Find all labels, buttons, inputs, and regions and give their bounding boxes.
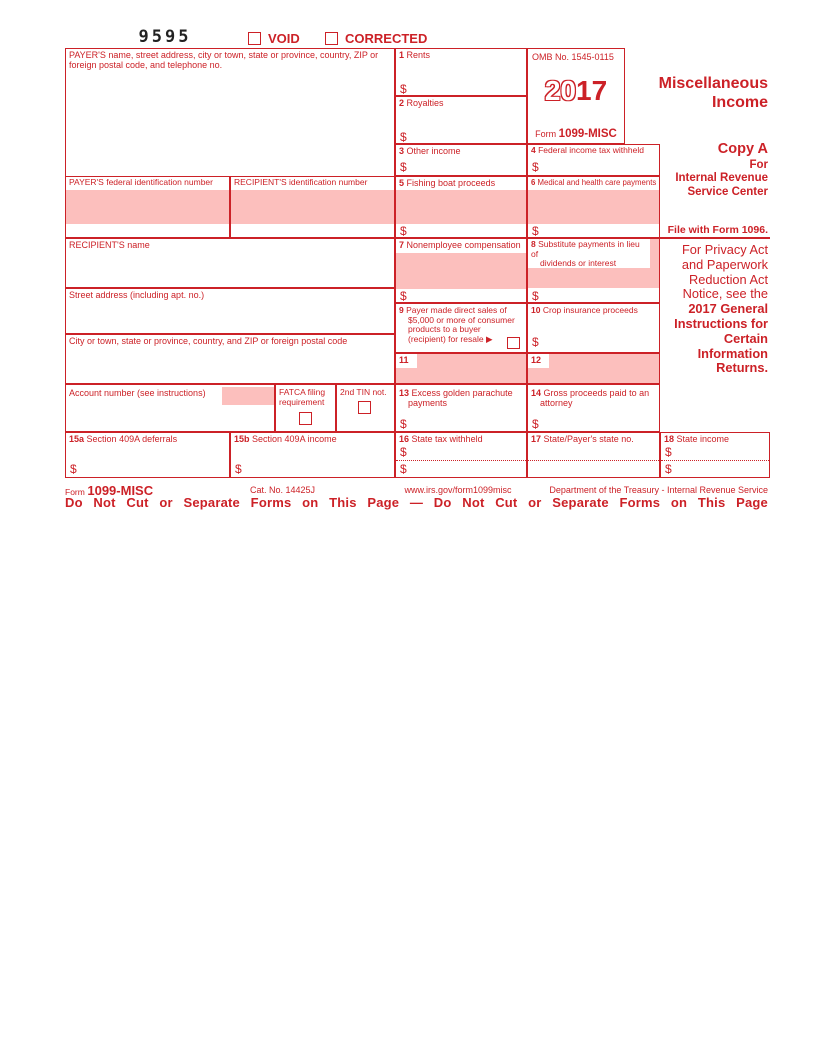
box13-dollar-sign: $ bbox=[400, 417, 407, 431]
box12-cell[interactable] bbox=[527, 353, 660, 384]
form-title bbox=[659, 74, 768, 112]
irs-destination bbox=[675, 172, 768, 199]
box18-number: 18 bbox=[664, 434, 675, 444]
box7-label: Nonemployee compensation bbox=[406, 240, 521, 250]
file-with-label: File with Form 1096. bbox=[667, 224, 768, 236]
recipient-name-cell[interactable] bbox=[65, 238, 395, 288]
box16-state-tax-cell[interactable] bbox=[395, 432, 527, 478]
box4-dollar-sign: $ bbox=[532, 160, 539, 174]
privacy-notice bbox=[643, 243, 768, 376]
box14-number: 14 bbox=[531, 388, 542, 398]
omb-number: OMB No. 1545-0115 bbox=[532, 52, 614, 62]
city-cell[interactable] bbox=[65, 334, 395, 384]
box7-nonemployee-cell[interactable] bbox=[395, 238, 527, 303]
treasury-label: Department of the Treasury - Internal Revenue Service bbox=[549, 485, 768, 495]
box14-dollar-sign: $ bbox=[532, 417, 539, 431]
box5-field[interactable] bbox=[396, 190, 526, 224]
payer-id-field[interactable] bbox=[66, 190, 229, 224]
box18-state-income-cell[interactable] bbox=[660, 432, 770, 478]
privacy-line-1: For Privacy Act bbox=[681, 242, 768, 257]
box5-label: Fishing boat proceeds bbox=[406, 178, 496, 188]
box17-label: State/Payer's state no. bbox=[543, 434, 634, 444]
box5-fishing-cell[interactable] bbox=[395, 176, 527, 238]
form-title-line2: Income bbox=[711, 94, 768, 111]
irs-line2: Service Center bbox=[687, 185, 768, 198]
box6-number: 6 bbox=[531, 178, 536, 187]
box9-label-line2: $5,000 or more of consumer bbox=[408, 314, 515, 325]
copy-for-label: For bbox=[749, 159, 768, 171]
box3-number: 3 bbox=[399, 146, 405, 156]
privacy-line-2: and Paperwork bbox=[681, 256, 768, 272]
tax-year-outline: 20 bbox=[544, 75, 576, 106]
account-number-cell[interactable] bbox=[65, 384, 275, 432]
box14-label-line2: attorney bbox=[540, 398, 573, 409]
box8-dollar-sign: $ bbox=[532, 289, 539, 303]
box1-number: 1 bbox=[399, 50, 405, 60]
fatca-label-line2: requirement bbox=[279, 396, 325, 407]
box17-number: 17 bbox=[531, 434, 542, 444]
box13-parachute-cell[interactable] bbox=[395, 384, 527, 432]
box6-dollar-sign: $ bbox=[532, 224, 539, 238]
box9-number: 9 bbox=[399, 305, 404, 315]
box9-direct-sales-cell[interactable] bbox=[395, 303, 527, 353]
box8-label-patch bbox=[528, 239, 650, 268]
box15b-cell[interactable] bbox=[230, 432, 395, 478]
box17-dotted-rule bbox=[528, 460, 659, 461]
payer-id-label: PAYER'S federal identification number bbox=[69, 177, 213, 187]
box4-number: 4 bbox=[531, 145, 536, 155]
box14-attorney-cell[interactable] bbox=[527, 384, 660, 432]
box12-number: 12 bbox=[531, 355, 542, 365]
box16-number: 16 bbox=[399, 434, 410, 444]
box3-label: Other income bbox=[406, 146, 461, 156]
box4-label: Federal income tax withheld bbox=[538, 145, 644, 155]
instructions-line-4: Information bbox=[697, 345, 768, 361]
catalog-number: Cat. No. 14425J bbox=[250, 485, 316, 495]
box15a-cell[interactable] bbox=[65, 432, 230, 478]
box18-dollar-sign-1: $ bbox=[665, 445, 672, 459]
instructions-line-5: Returns. bbox=[716, 360, 768, 376]
box16-dotted-rule bbox=[396, 460, 526, 461]
street-address-label: Street address (including apt. no.) bbox=[69, 290, 205, 300]
second-tin-label: 2nd TIN not. bbox=[340, 387, 387, 397]
box2-dollar-sign: $ bbox=[400, 130, 407, 144]
fatca-label-line1: FATCA filing bbox=[279, 387, 326, 397]
recipient-id-field[interactable] bbox=[231, 190, 394, 224]
box5-dollar-sign: $ bbox=[400, 224, 407, 238]
box5-number: 5 bbox=[399, 178, 405, 188]
box3-dollar-sign: $ bbox=[400, 160, 407, 174]
form-title-line1: Miscellaneous bbox=[658, 75, 768, 92]
do-not-cut-warning: Do Not Cut or Separate Forms on This Page — Do Not Cut or Separate Forms on This Page bbox=[65, 495, 768, 510]
box6-label: Medical and health care payments bbox=[537, 178, 657, 187]
payer-info-label: PAYER'S name, street address, city or town, state or province, country, ZIP or foreign postal code, and telephone no. bbox=[69, 50, 379, 71]
box13-label-line1: Excess golden parachute bbox=[411, 388, 513, 398]
box8-label-line1: Substitute payments in lieu of bbox=[531, 239, 640, 259]
box15b-label: Section 409A income bbox=[252, 434, 337, 444]
second-tin-checkbox[interactable] bbox=[358, 401, 371, 414]
footer-form-id: 1099-MISC bbox=[87, 483, 154, 498]
box9-label-line3: products to a buyer bbox=[408, 324, 481, 335]
payer-id-cell[interactable] bbox=[65, 176, 230, 238]
corrected-label: CORRECTED bbox=[345, 31, 428, 46]
void-label: VOID bbox=[268, 31, 300, 46]
box15a-label: Section 409A deferrals bbox=[86, 434, 178, 444]
box10-label: Crop insurance proceeds bbox=[542, 305, 638, 315]
box8-number: 8 bbox=[531, 239, 536, 249]
second-tin-cell[interactable] bbox=[336, 384, 395, 432]
box16-dollar-sign-1: $ bbox=[400, 445, 407, 459]
box1-dollar-sign: $ bbox=[400, 82, 407, 96]
box2-number: 2 bbox=[399, 98, 405, 108]
fatca-cell[interactable] bbox=[275, 384, 336, 432]
box15a-dollar-sign: $ bbox=[70, 462, 77, 476]
file-with-underline bbox=[660, 237, 770, 239]
tax-year bbox=[528, 75, 624, 107]
box14-label-line1: Gross proceeds paid to an bbox=[543, 388, 650, 398]
box18-dollar-sign-2: $ bbox=[665, 462, 672, 476]
box7-field[interactable] bbox=[396, 253, 526, 289]
box18-label: State income bbox=[676, 434, 730, 444]
tax-year-bold: 17 bbox=[576, 75, 608, 106]
omb-year-cell bbox=[527, 48, 625, 144]
box13-label-line2: payments bbox=[408, 398, 448, 409]
box16-label: State tax withheld bbox=[411, 434, 483, 444]
box10-number: 10 bbox=[531, 305, 541, 315]
box15a-number: 15a bbox=[69, 434, 85, 444]
recipient-id-label: RECIPIENT'S identification number bbox=[234, 177, 368, 187]
box12-label-patch bbox=[528, 354, 549, 368]
irs-url: www.irs.gov/form1099misc bbox=[404, 485, 512, 495]
recipient-id-cell[interactable] bbox=[230, 176, 395, 238]
box17-state-no-cell[interactable] bbox=[527, 432, 660, 478]
box10-crop-cell[interactable] bbox=[527, 303, 660, 353]
form-number: 1099-MISC bbox=[558, 128, 617, 140]
fatca-checkbox[interactable] bbox=[299, 412, 312, 425]
box8-label-line2: dividends or interest bbox=[540, 258, 617, 269]
recipient-name-label: RECIPIENT'S name bbox=[69, 240, 150, 250]
box9-label-line1: Payer made direct sales of bbox=[406, 305, 507, 315]
form-word: Form bbox=[535, 129, 557, 139]
city-label: City or town, state or province, country, and ZIP or foreign postal code bbox=[69, 336, 348, 346]
street-address-cell[interactable] bbox=[65, 288, 395, 334]
void-checkbox[interactable] bbox=[248, 32, 261, 45]
box1-rents-cell[interactable] bbox=[395, 48, 527, 96]
form-number-line bbox=[528, 128, 624, 140]
form-code: 9595 bbox=[138, 27, 192, 47]
instructions-line-3: Certain bbox=[723, 330, 768, 346]
box2-royalties-cell[interactable] bbox=[395, 96, 527, 144]
box3-other-income-cell[interactable] bbox=[395, 144, 527, 176]
box13-number: 13 bbox=[399, 388, 410, 398]
box11-number: 11 bbox=[399, 355, 409, 365]
box10-dollar-sign: $ bbox=[532, 335, 539, 349]
resale-checkbox[interactable] bbox=[507, 337, 520, 349]
copy-a-label: Copy A bbox=[717, 141, 768, 157]
account-number-label: Account number (see instructions) bbox=[69, 388, 206, 398]
irs-line1: Internal Revenue bbox=[675, 172, 768, 184]
box7-number: 7 bbox=[399, 240, 405, 250]
box18-dotted-rule bbox=[661, 460, 769, 461]
box16-dollar-sign-2: $ bbox=[400, 462, 407, 476]
box9-label-line4: (recipient) for resale ▶ bbox=[408, 333, 493, 344]
payer-info-cell[interactable] bbox=[65, 48, 395, 177]
box11-cell[interactable] bbox=[395, 353, 527, 384]
corrected-checkbox[interactable] bbox=[325, 32, 338, 45]
box8-substitute-cell[interactable] bbox=[527, 238, 660, 303]
box6-medical-cell[interactable] bbox=[527, 176, 660, 238]
box6-field[interactable] bbox=[528, 190, 659, 224]
privacy-line-3: Reduction Act bbox=[689, 271, 768, 287]
box15b-dollar-sign: $ bbox=[235, 462, 242, 476]
instructions-line-1: 2017 General bbox=[688, 301, 768, 317]
footer-form-word: Form bbox=[65, 487, 85, 497]
box11-label-patch bbox=[396, 354, 417, 368]
box4-federal-tax-cell[interactable] bbox=[527, 144, 660, 176]
box1-label: Rents bbox=[406, 50, 431, 60]
box15b-number: 15b bbox=[234, 434, 250, 444]
instructions-line-2: Instructions for bbox=[674, 315, 768, 331]
box2-label: Royalties bbox=[406, 98, 444, 108]
box7-dollar-sign: $ bbox=[400, 289, 407, 303]
privacy-line-4: Notice, see the bbox=[682, 286, 768, 302]
